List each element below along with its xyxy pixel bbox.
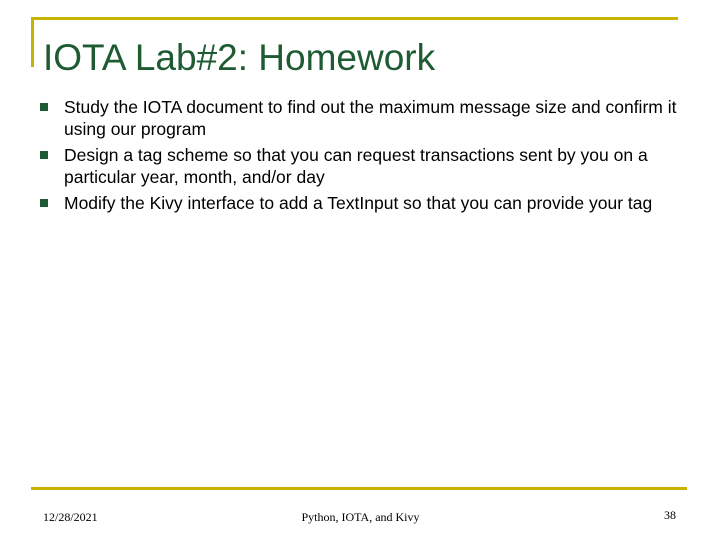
square-bullet-icon — [40, 199, 48, 207]
frame-bottom-rule — [31, 487, 687, 490]
footer-title: Python, IOTA, and Kivy — [301, 510, 420, 524]
bullet-item — [40, 96, 680, 140]
slide-title: IOTA Lab#2: Homework — [43, 37, 436, 78]
page-number: 38 — [664, 508, 676, 522]
footer-date: 12/28/2021 — [43, 510, 98, 524]
square-bullet-icon — [40, 151, 48, 159]
bullet-item — [40, 144, 680, 188]
bullet-text: Modify the Kivy interface to add a TextInput so that you can provide your tag — [64, 193, 653, 213]
bullet-text: Design a tag scheme so that you can request transactions sent by you on a particular year, month, and/or day — [64, 145, 648, 187]
bullet-list — [40, 96, 680, 218]
bullet-text: Study the IOTA document to find out the maximum message size and confirm it using our program — [64, 97, 677, 139]
bullet-item — [40, 192, 680, 214]
square-bullet-icon — [40, 103, 48, 111]
frame-top-rule — [31, 17, 678, 20]
frame-left-rule — [31, 17, 34, 67]
